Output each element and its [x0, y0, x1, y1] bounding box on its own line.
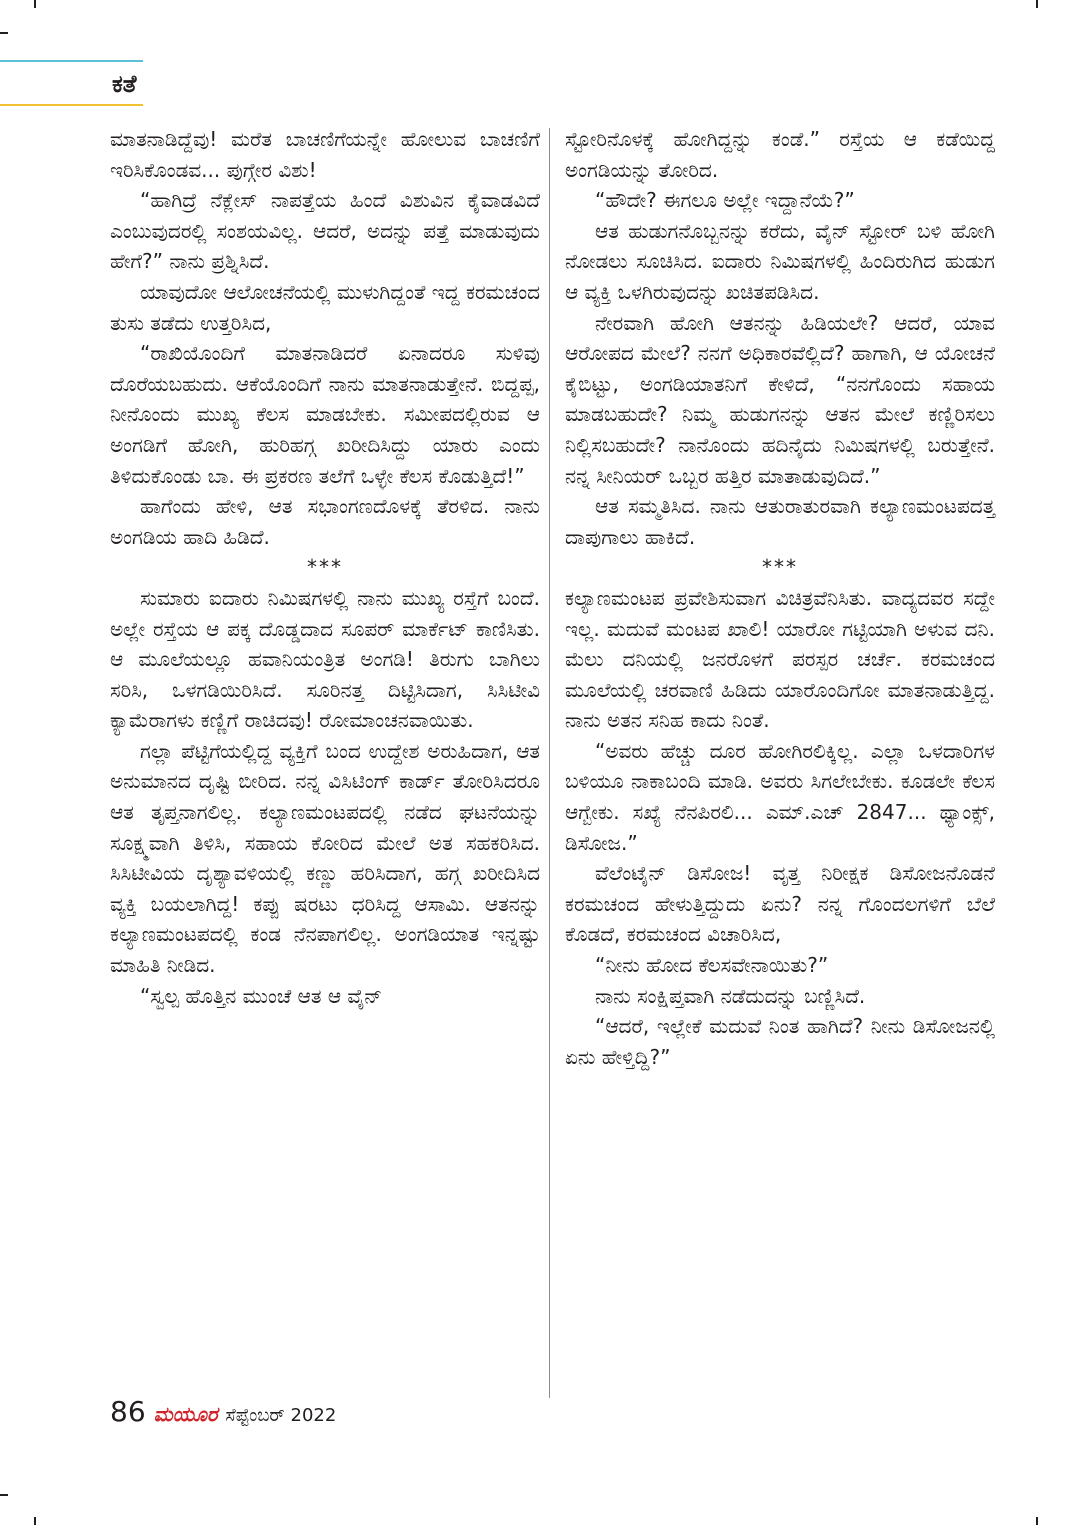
- paragraph: ನಾನು ಸಂಕ್ಷಿಪ್ತವಾಗಿ ನಡೆದುದನ್ನು ಬಣ್ಣಿಸಿದೆ.: [595, 983, 866, 1008]
- paragraph: “ಹಾಗಿದ್ರೆ ನೆಕ್ಲೇಸ್ ನಾಪತ್ತೆಯ ಹಿಂದೆ ವಿಶುವಿನ ಕೈವಾಡವಿದೆ ಎಂಬುವುದರಲ್ಲಿ ಸಂಶಯವಿಲ್ಲ. ಆದರೆ, ಅದನ್ನು ಪತ್ತೆ ಮಾಡುವುದು ಹೇಗೆ?” ನಾನು ಪ್ರಶ್ನಿಸಿದೆ.: [110, 188, 540, 274]
- crop-mark: [34, 1517, 36, 1525]
- issue-date: ಸೆಪ್ಟೆಂಬರ್ 2022: [225, 1405, 337, 1426]
- magazine-logo: ಮಯೂರ: [153, 1402, 218, 1426]
- paragraph: ಯಾವುದೋ ಆಲೋಚನೆಯಲ್ಲಿ ಮುಳುಗಿದ್ದಂತೆ ಇದ್ದ ಕರಮಚಂದ ತುಸು ತಡೆದು ಉತ್ತರಿಸಿದ,: [110, 279, 540, 335]
- header-rule-bottom: [0, 104, 143, 106]
- paragraph: ಆತ ಹುಡುಗನೊಬ್ಬನನ್ನು ಕರೆದು, ವೈನ್ ಸ್ಟೋರ್ ಬಳಿ ಹೋಗಿ ನೋಡಲು ಸೂಚಿಸಿದ. ಐದಾರು ನಿಮಿಷಗಳಲ್ಲಿ ಹಿಂದಿರುಗಿದ ಹುಡುಗ ಆ ವ್ಯಕ್ತಿ ಒಳಗಿರುವುದನ್ನು ಖಚಿತಪಡಿಸಿದ.: [565, 218, 995, 304]
- paragraph: ನೇರವಾಗಿ ಹೋಗಿ ಆತನನ್ನು ಹಿಡಿಯಲೇ? ಆದರೆ, ಯಾವ ಆರೋಪದ ಮೇಲೆ? ನನಗೆ ಅಧಿಕಾರವೆಲ್ಲಿದೆ? ಹಾಗಾಗಿ, ಆ ಯೋಚನೆ ಕೈಬಿಟ್ಟು, ಅಂಗಡಿಯಾತನಿಗೆ ಕೇಳಿದೆ, “ನನಗೊಂದು ಸಹಾಯ ಮಾಡಬಹುದೇ? ನಿಮ್ಮ ಹುಡುಗನನ್ನು ಆತನ ಮೇಲೆ ಕಣ್ಣಿರಿಸಲು ನಿಲ್ಲಿಸಬಹುದೇ? ನಾನೊಂದು ಹದಿನೈದು ನಿಮಿಷಗಳಲ್ಲಿ ಬರುತ್ತೇನೆ. ನನ್ನ ಸೀನಿಯರ್ ಒಬ್ಬರ ಹತ್ತಿರ ಮಾತಾಡುವುದಿದೆ.”: [565, 310, 995, 488]
- crop-mark: [34, 0, 36, 8]
- section-break: ***: [762, 555, 798, 580]
- paragraph: “ಹೌದೇ? ಈಗಲೂ ಅಲ್ಲೇ ಇದ್ದಾನೆಯೆ?”: [595, 188, 855, 213]
- paragraph: ಕಲ್ಯಾಣಮಂಟಪ ಪ್ರವೇಶಿಸುವಾಗ ವಿಚಿತ್ರವೆನಿಸಿತು. ವಾದ್ಯದವರ ಸದ್ದೇ ಇಲ್ಲ. ಮದುವೆ ಮಂಟಪ ಖಾಲಿ! ಯಾರೋ ಗಟ್ಟಿಯಾಗಿ ಅಳುವ ದನಿ. ಮೆಲು ದನಿಯಲ್ಲಿ ಜನರೊಳಗೆ ಪರಸ್ಪರ ಚರ್ಚೆ. ಕರಮಚಂದ ಮೂಲೆಯಲ್ಲಿ ಚರವಾಣಿ ಹಿಡಿದು ಯಾರೊಂದಿಗೋ ಮಾತನಾಡುತ್ತಿದ್ದ. ನಾನು ಅತನ ಸನಿಹ ಕಾದು ನಿಂತೆ.: [565, 585, 995, 733]
- left-column: [110, 124, 540, 1011]
- paragraph: “ರಾಖಿಯೊಂದಿಗೆ ಮಾತನಾಡಿದರೆ ಏನಾದರೂ ಸುಳಿವು ದೊರೆಯಬಹುದು. ಆಕೆಯೊಂದಿಗೆ ನಾನು ಮಾತನಾಡುತ್ತೇನೆ. ಬಿದ್ದಪ್ಪ, ನೀನೊಂದು ಮುಖ್ಯ ಕೆಲಸ ಮಾಡಬೇಕು. ಸಮೀಪದಲ್ಲಿರುವ ಆ ಅಂಗಡಿಗೆ ಹೋಗಿ, ಹುರಿಹಗ್ಗ ಖರೀದಿಸಿದ್ದು ಯಾರು ಎಂದು ತಿಳಿದುಕೊಂಡು ಬಾ. ಈ ಪ್ರಕರಣ ತಲೆಗೆ ಒಳ್ಳೇ ಕೆಲಸ ಕೊಡುತ್ತಿದೆ!”: [110, 341, 540, 488]
- paragraph: ಆತ ಸಮ್ಮತಿಸಿದ. ನಾನು ಆತುರಾತುರವಾಗಿ ಕಲ್ಯಾಣಮಂಟಪದತ್ತ ದಾಪುಗಾಲು ಹಾಕಿದೆ.: [565, 494, 995, 549]
- paragraph: “ನೀನು ಹೋದ ಕೆಲಸವೇನಾಯಿತು?”: [595, 953, 829, 978]
- paragraph: ಸುಮಾರು ಐದಾರು ನಿಮಿಷಗಳಲ್ಲಿ ನಾನು ಮುಖ್ಯ ರಸ್ತೆಗೆ ಬಂದೆ. ಅಲ್ಲೇ ರಸ್ತೆಯ ಆ ಪಕ್ಕ ದೊಡ್ಡದಾದ ಸೂಪರ್ ಮಾರ್ಕೆಟ್ ಕಾಣಿಸಿತು. ಆ ಮೂಲೆಯಲ್ಲೂ ಹವಾನಿಯಂತ್ರಿತ ಅಂಗಡಿ! ತಿರುಗು ಬಾಗಿಲು ಸರಿಸಿ, ಒಳಗಡಿಯಿರಿಸಿದೆ. ಸೂರಿನತ್ತ ದಿಟ್ಟಿಸಿದಾಗ, ಸಿಸಿಟೀವಿ ಕ್ಯಾಮೆರಾಗಳು ಕಣ್ಣಿಗೆ ರಾಚಿದವು! ರೋಮಾಂಚನವಾಯಿತು.: [110, 585, 540, 733]
- paragraph: ಗಲ್ಲಾ ಪೆಟ್ಟಿಗೆಯಲ್ಲಿದ್ದ ವ್ಯಕ್ತಿಗೆ ಬಂದ ಉದ್ದೇಶ ಅರುಹಿದಾಗ, ಆತ ಅನುಮಾನದ ದೃಷ್ಟಿ ಬೀರಿದ. ನನ್ನ ವಿಸಿಟಿಂಗ್ ಕಾರ್ಡ್ ತೋರಿಸಿದರೂ ಆತ ತೃಪ್ತನಾಗಲಿಲ್ಲ. ಕಲ್ಯಾಣಮಂಟಪದಲ್ಲಿ ನಡೆದ ಘಟನೆಯನ್ನು ಸೂಕ್ಷ್ಮವಾಗಿ ತಿಳಿಸಿ, ಸಹಾಯ ಕೋರಿದ ಮೇಲೆ ಅತ ಸಹಕರಿಸಿದ. ಸಿಸಿಟೀವಿಯ ದೃಶ್ಯಾವಳಿಯಲ್ಲಿ ಕಣ್ಣು ಹರಿಸಿದಾಗ, ಹಗ್ಗ ಖರೀದಿಸಿದ ವ್ಯಕ್ತಿ ಬಯಲಾಗಿದ್ದ! ಕಪ್ಪು ಷರಟು ಧರಿಸಿದ್ದ ಆಸಾಮಿ. ಆತನನ್ನು ಕಲ್ಯಾಣಮಂಟಪದಲ್ಲಿ ಕಂಡ ನೆನಪಾಗಲಿಲ್ಲ. ಅಂಗಡಿಯಾತ ಇನ್ನಷ್ಟು ಮಾಹಿತಿ ನೀಡಿದ.: [110, 738, 540, 978]
- right-column: [565, 124, 995, 1072]
- paragraph: ವೆಲೆಂಟೈನ್ ಡಿಸೋಜ! ವೃತ್ತ ನಿರೀಕ್ಷಕ ಡಿಸೋಜನೊಡನೆ ಕರಮಚಂದ ಹೇಳುತ್ತಿದ್ದುದು ಏನು? ನನ್ನ ಗೊಂದಲಗಳಿಗೆ ಬೆಲೆ ಕೊಡದೆ, ಕರಮಚಂದ ವಿಚಾರಿಸಿದ,: [565, 861, 995, 947]
- crop-mark: [1036, 1517, 1038, 1525]
- section-break: ***: [307, 555, 343, 580]
- paragraph: ಸ್ಟೋರಿನೊಳಕ್ಕೆ ಹೋಗಿದ್ದನ್ನು ಕಂಡೆ.” ರಸ್ತೆಯ ಆ ಕಡೆಯಿದ್ದ ಅಂಗಡಿಯನ್ನು ತೋರಿದ.: [565, 127, 995, 182]
- paragraph: ಮಾತನಾಡಿದ್ದೆವು! ಮರೆತ ಬಾಚಣಿಗೆಯನ್ನೇ ಹೋಲುವ ಬಾಚಣಿಗೆ ಇರಿಸಿಕೊಂಡವ... ಪುಗ್ಗೇರ ವಿಶು!: [110, 127, 540, 182]
- column-divider: [549, 128, 550, 1398]
- paragraph: “ಆದರೆ, ಇಲ್ಲೇಕೆ ಮದುವೆ ನಿಂತ ಹಾಗಿದೆ? ನೀನು ಡಿಸೋಜನಲ್ಲಿ ಏನು ಹೇಳ್ತಿದ್ದಿ?”: [565, 1014, 995, 1069]
- section-label: ಕತೆ: [112, 70, 137, 98]
- header-rule-top: [0, 60, 143, 62]
- page-footer: [110, 1394, 336, 1434]
- crop-mark: [1036, 0, 1038, 8]
- page-number: 86: [110, 1395, 146, 1428]
- crop-mark: [0, 32, 8, 34]
- crop-mark: [0, 1494, 8, 1496]
- paragraph: ಹಾಗೆಂದು ಹೇಳಿ, ಆತ ಸಭಾಂಗಣದೊಳಕ್ಕೆ ತೆರಳಿದ. ನಾನು ಅಂಗಡಿಯ ಹಾದಿ ಹಿಡಿದೆ.: [110, 494, 540, 549]
- paragraph: “ಅವರು ಹೆಚ್ಚು ದೂರ ಹೋಗಿರಲಿಕ್ಕಿಲ್ಲ. ಎಲ್ಲಾ ಒಳದಾರಿಗಳ ಬಳಿಯೂ ನಾಕಾಬಂದಿ ಮಾಡಿ. ಅವರು ಸಿಗಲೇಬೇಕು. ಕೂಡಲೇ ಕೆಲಸ ಆಗ್ಬೇಕು. ಸಖ್ಯೆ ನೆನಪಿರಲಿ... ಎಮ್.ಎಚ್ 2847... ಥ್ಯಾಂಕ್ಸ್, ಡಿಸೋಜ.”: [565, 738, 995, 855]
- paragraph: “ಸ್ವಲ್ಪ ಹೊತ್ತಿನ ಮುಂಚೆ ಆತ ಆ ವೈನ್: [140, 983, 382, 1008]
